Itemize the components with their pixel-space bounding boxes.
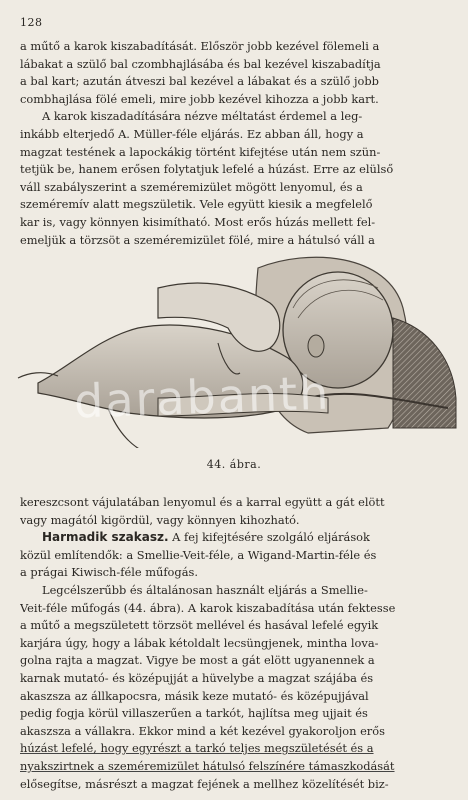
- text-line: húzást lefelé, hogy egyrészt a tarkó teljes megszületését és a: [20, 741, 374, 756]
- text-line: magzat testének a lapockákig történt kifejtése után nem szün-: [20, 144, 381, 159]
- text-line: váll szabályszerint a szeméremizület mögött lenyomul, és a: [20, 179, 363, 194]
- section-heading: Harmadik szakasz.: [42, 530, 169, 545]
- text-line: pedig fogja körül villaszerűen a tarkót, hajlítsa meg ujjait és: [20, 706, 368, 721]
- text-line: a műtő a karok kiszabadítását. Először jobb kezével fölemeli a: [20, 39, 380, 53]
- text-line: combhajlása fölé emeli, mire jobb kezével kihozza a jobb kart.: [20, 91, 379, 106]
- text-line: akaszsza a vállakra. Ekkor mind a két kezével gyakoroljon erős: [20, 723, 385, 738]
- section-first-line: [20, 529, 452, 547]
- text-line: szeméremív alatt megszületik. Vele együtt kiesik a megfelelő: [20, 197, 373, 212]
- text-line: A fej kifejtésére szolgáló eljárások: [168, 530, 370, 545]
- sacrum-shape: [393, 318, 456, 428]
- text-line: karjára úgy, hogy a lábak kétoldalt lecsüngjenek, mintha lova-: [20, 635, 379, 650]
- text-line: emeljük a törzsöt a szeméremizület fölé, mire a hátulsó váll a: [20, 232, 375, 247]
- text-line: inkább elterjedő A. Müller-féle eljárás. Ez abban áll, hogy a: [20, 126, 364, 141]
- illustration-svg: [8, 248, 460, 448]
- text-line: karnak mutató- és középujját a hüvelybe a magzat szájába és: [20, 670, 374, 685]
- text-line: a prágai Kiwisch-féle műfogás.: [20, 565, 198, 580]
- bottom-text-block: [20, 494, 452, 793]
- top-text-block: [20, 38, 452, 249]
- watermark-text: darabanth: [73, 365, 332, 429]
- text-line: a bal kart; azután átveszi bal kezével a lábakat és a szülő jobb: [20, 74, 379, 89]
- text-line: lábakat a szülő bal czombhajlásába és bal kezével kiszabadítja: [20, 56, 381, 71]
- text-line: elősegítse, másrészt a magzat fejének a mellhez közelítését biz-: [20, 776, 389, 791]
- page-number: 128: [20, 16, 43, 29]
- text-line: A karok kiszadadítására nézve méltatást érdemel a leg-: [42, 109, 363, 124]
- text-line: Legcélszerűbb és általánosan használt eljárás a Smellie-: [42, 582, 368, 597]
- text-line: vagy magától kigördül, vagy könnyen kihozható.: [20, 512, 300, 527]
- text-line: kar is, vagy könnyen kisimítható. Most erős húzás mellett fel-: [20, 214, 376, 229]
- text-line: Veit-féle műfogás (44. ábra). A karok kiszabadítása után fektesse: [20, 600, 396, 615]
- text-line: golna rajta a magzat. Vigye be most a gát elött ugyanennek a: [20, 653, 375, 668]
- text-line: akaszsza az állkapocsra, másik keze mutató- és középujjával: [20, 688, 369, 703]
- text-line: a műtő a megszületett törzsöt mellével és hasával lefelé egyik: [20, 618, 379, 633]
- text-line: közül említendők: a Smellie-Veit-féle, a Wigand-Martin-féle és: [20, 547, 377, 562]
- obstetric-illustration: [8, 248, 460, 448]
- text-line: tetjük be, hanem erősen folytatjuk lefelé a húzást. Erre az elülső: [20, 162, 394, 177]
- figure-caption: 44. ábra.: [206, 458, 262, 471]
- text-line: nyakszirtnek a szeméremizület hátulsó felszínére támaszkodását: [20, 758, 395, 773]
- text-line: kereszcsont vájulatában lenyomul és a karral együtt a gát elött: [20, 495, 385, 509]
